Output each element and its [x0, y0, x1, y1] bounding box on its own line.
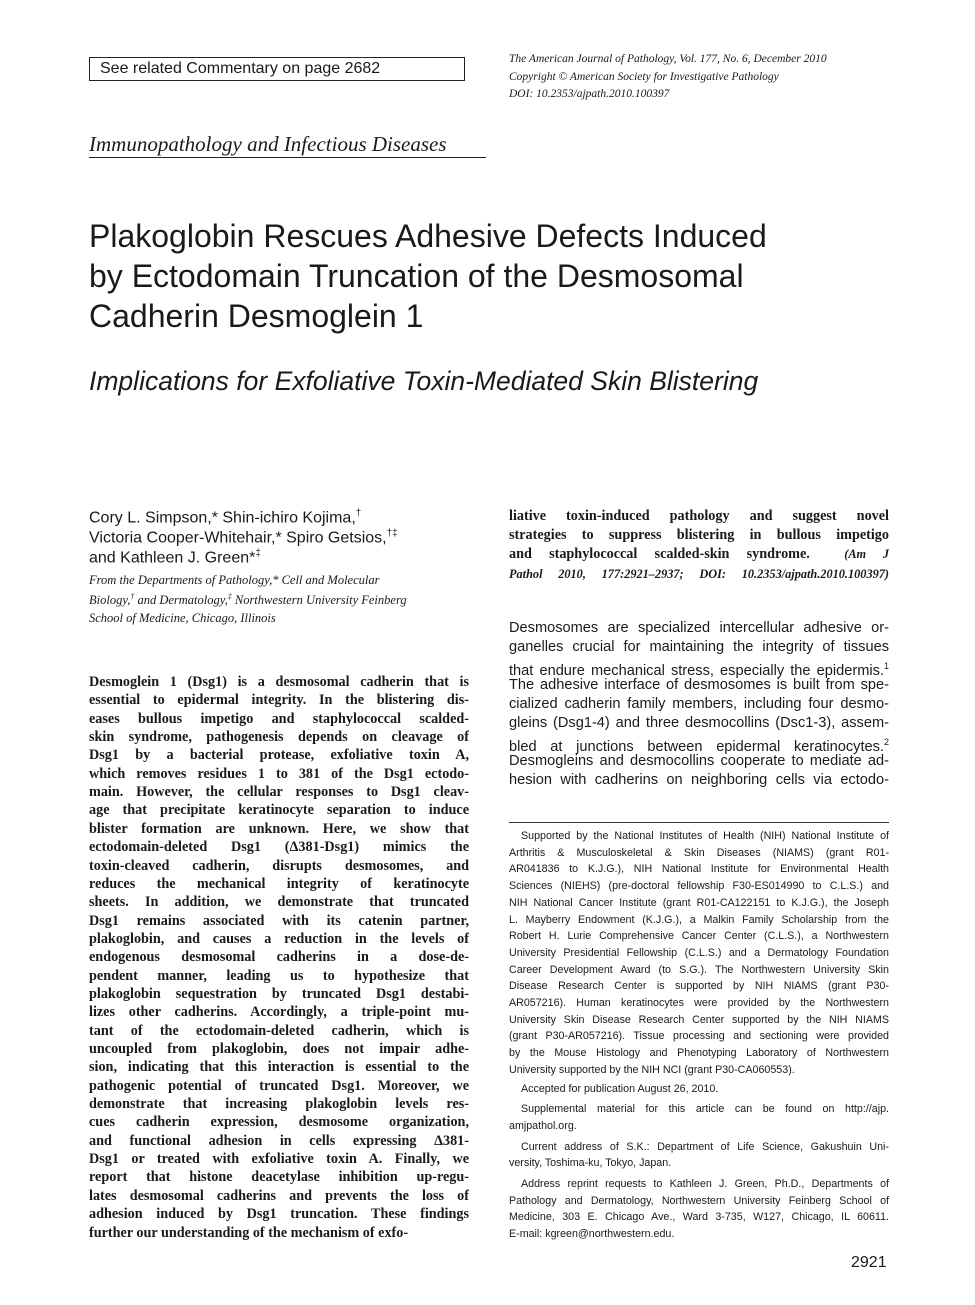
- footnote-line: Arthritis & Musculoskeletal & Skin Diseases (NIAMS) (grant R01-: [509, 846, 889, 859]
- article-subtitle: Implications for Exfoliative Toxin-Mediated Skin Blistering: [89, 366, 759, 396]
- abstract-line: strategies to suppress blistering in bullous impetigo: [509, 527, 889, 543]
- footnote-line: (grant P30-AR057216). Tissue processing and sectioning were provided: [509, 1030, 889, 1043]
- abstract-line: liative toxin-induced pathology and suggest novel: [509, 508, 889, 524]
- abstract-line: demonstrate that increasing plakoglobin levels res-: [89, 1096, 469, 1113]
- abstract-line: plakoglobin sequestration by truncated Dsg1 destabi-: [89, 985, 469, 1002]
- footnote-line: University Skin Disease Research Center supported by the NIH NIAMS: [509, 1013, 889, 1026]
- abstract-line: lates desmosomal cadherins and prevents the loss of: [89, 1187, 469, 1204]
- body-text-line: ganelles crucial for maintaining the integrity of tissues: [509, 639, 889, 655]
- journal-doi: DOI: 10.2353/ajpath.2010.100397: [509, 88, 670, 100]
- footnote-line: Pathology and Dermatology, Northwestern University Feinberg School of: [509, 1194, 889, 1207]
- author-line: Cory L. Simpson,* Shin-ichiro Kojima,†: [89, 508, 362, 527]
- abstract-line: report that histone deacetylase inhibition up-regu-: [89, 1169, 469, 1186]
- footnote-line: Current address of S.K.: Department of Life Science, Gakushuin Uni-: [521, 1140, 889, 1153]
- abstract-line: age that precipitate keratinocyte separation to induce: [89, 802, 469, 819]
- article-title-line: Plakoglobin Rescues Adhesive Defects Induced: [89, 218, 767, 254]
- abstract-line: lizes other cadherins. Accordingly, a triple-point mu-: [89, 1004, 469, 1021]
- page-number: 2921: [851, 1254, 887, 1271]
- body-text-line: The adhesive interface of desmosomes is built from spe-: [509, 677, 889, 693]
- abstract-line: main. However, the cellular responses to Dsg1 cleav-: [89, 784, 469, 801]
- abstract-citation: (Am J: [844, 547, 889, 561]
- abstract-line: Dsg1 or treated with exfoliative toxin A. Finally, we: [89, 1151, 469, 1168]
- footnote-line: Supplemental material for this article can be found on http://ajp.: [521, 1103, 889, 1116]
- affiliation-line: School of Medicine, Chicago, Illinois: [89, 611, 276, 625]
- abstract-line: which removes residues 1 to 381 of the Dsg1 ectodo-: [89, 765, 469, 782]
- abstract-line: blister formation are unknown. Here, we show that: [89, 820, 469, 837]
- journal-copyright: Copyright © American Society for Investigative Pathology: [509, 71, 779, 83]
- abstract-line: toxin-cleaved cadherin, disrupts desmosomes, and: [89, 857, 469, 874]
- body-text-line: Desmosomes are specialized intercellular adhesive or-: [509, 620, 889, 636]
- abstract-line: Dsg1 by a bacterial protease, exfoliative toxin A,: [89, 747, 469, 764]
- footnote-line: Robert H. Lurie Comprehensive Cancer Center (C.L.S.), a Northwestern: [509, 930, 889, 943]
- footnote-line: University Presidential Fellowship (C.L.S.) and a Dermatology Foundation: [509, 946, 889, 959]
- abstract-line: endogenous desmosomal cadherins in a dose-de-: [89, 949, 469, 966]
- footnote-line: Medicine, 303 E. Chicago Ave., Ward 3-735, W127, Chicago, IL 60611.: [509, 1211, 889, 1224]
- section-underline: [89, 157, 486, 158]
- abstract-line: plakoglobin, and causes a reduction in the levels of: [89, 930, 469, 947]
- footnote-line: Accepted for publication August 26, 2010.: [521, 1082, 719, 1095]
- footnote-line: NIH National Cancer Institute (grant R01-CA122151 to K.J.G.), the Joseph: [509, 896, 889, 909]
- abstract-line: adhesion induced by Dsg1 truncation. These findings: [89, 1206, 469, 1223]
- footnote-line: by the Mouse Histology and Phenotyping Laboratory of Northwestern: [509, 1047, 889, 1060]
- abstract-line: Dsg1 remains associated with its catenin partner,: [89, 912, 469, 929]
- abstract-line: sion, indicating that this interaction is essential to the: [89, 1059, 469, 1076]
- footnote-line: E-mail: kgreen@northwestern.edu.: [509, 1228, 675, 1241]
- author-line: Victoria Cooper-Whitehair,* Spiro Getsios,†‡: [89, 528, 398, 547]
- body-text-line: gleins (Dsg1-4) and three desmocollins (Dsc1-3), assem-: [509, 715, 889, 731]
- abstract-line: essential to epidermal integrity. In the blistering dis-: [89, 692, 469, 709]
- abstract-line: uncoupled from plakoglobin, does not impair adhe-: [89, 1041, 469, 1057]
- footnote-line: versity, Toshima-ku, Tokyo, Japan.: [509, 1157, 672, 1170]
- related-commentary-box: [89, 57, 465, 81]
- journal-citation: The American Journal of Pathology, Vol. 177, No. 6, December 2010: [509, 53, 827, 65]
- abstract-line: ectodomain-deleted Dsg1 (Δ381-Dsg1) mimics the: [89, 839, 469, 856]
- footnote-line: Address reprint requests to Kathleen J. Green, Ph.D., Departments of: [521, 1178, 889, 1190]
- abstract-line: and functional adhesion in cells expressing Δ381-: [89, 1132, 469, 1149]
- related-commentary-text: See related Commentary on page 2682: [100, 60, 381, 77]
- abstract-citation-line: Pathol 2010, 177:2921–2937; DOI: 10.2353/ajpath.2010.100397): [509, 567, 889, 581]
- abstract-line: skin syndrome, pathogenesis depends on cleavage of: [89, 729, 469, 746]
- abstract-line: further our understanding of the mechanism of exfo-: [89, 1224, 409, 1241]
- article-title-line: by Ectodomain Truncation of the Desmosomal: [89, 258, 744, 294]
- abstract-line: and staphylococcal scalded-skin syndrome. (Am J: [509, 546, 889, 562]
- affiliation-line: From the Departments of Pathology,* Cell and Molecular: [89, 573, 380, 587]
- abstract-line: Desmoglein 1 (Dsg1) is a desmosomal cadherin that is: [89, 674, 469, 690]
- footnote-line: AR057216). Human keratinocytes were provided by the Northwestern: [509, 997, 889, 1009]
- abstract-line: pendent manner, leading us to hypothesize that: [89, 967, 469, 984]
- abstract-line: sheets. In addition, we demonstrate that truncated: [89, 894, 469, 911]
- footnote-line: Disease Research Center is supported by NIH NIAMS (grant P30-: [509, 980, 889, 993]
- body-text-line: hesion with cadherins on neighboring cells via ectodo-: [509, 772, 889, 788]
- abstract-line: eases bullous impetigo and staphylococcal scalded-: [89, 710, 469, 727]
- abstract-line: pathogenic potential of truncated Dsg1. Moreover, we: [89, 1077, 469, 1094]
- abstract-line: cues cadherin expression, desmosome organization,: [89, 1114, 469, 1131]
- footnote-line: L. Mayberry Endowment (K.J.G.), a Malkin Family Scholarship from the: [509, 913, 889, 926]
- body-text-line: Desmogleins and desmocollins cooperate to mediate ad-: [509, 753, 889, 769]
- footnote-line: amjpathol.org.: [509, 1119, 577, 1132]
- footnote-line: Sciences (NIEHS) (pre-doctoral fellowship F30-ES014990 to C.L.S.) and: [509, 880, 889, 893]
- author-line: and Kathleen J. Green*‡: [89, 548, 261, 567]
- footnote-line: Supported by the National Institutes of Health (NIH) National Institute of: [521, 830, 889, 842]
- footnote-line: Career Development Award (to S.G.). The Northwestern University Skin: [509, 963, 889, 976]
- footnote-rule: [509, 822, 889, 823]
- abstract-line: tant of the ectodomain-deleted cadherin, which is: [89, 1022, 469, 1039]
- body-text-line: cialized cadherin family members, including four desmo-: [509, 696, 889, 712]
- footnote-line: University supported by the NIH NCI (grant P30-CA060553).: [509, 1063, 795, 1076]
- article-title-line: Cadherin Desmoglein 1: [89, 298, 424, 334]
- affiliation-line: Biology,† and Dermatology,‡ Northwestern University Feinberg: [89, 592, 407, 608]
- body-text-line: bled at junctions between epidermal keratinocytes.$^2$: [509, 737, 889, 755]
- footnote-line: AR041836 to K.J.G.), NIH National Institute for Environmental Health: [509, 863, 889, 876]
- abstract-line: reduces the mechanical integrity of keratinocyte: [89, 875, 469, 892]
- section-heading: Immunopathology and Infectious Diseases: [89, 132, 447, 156]
- body-text-line: that endure mechanical stress, especially the epidermis.$^1$: [509, 661, 889, 679]
